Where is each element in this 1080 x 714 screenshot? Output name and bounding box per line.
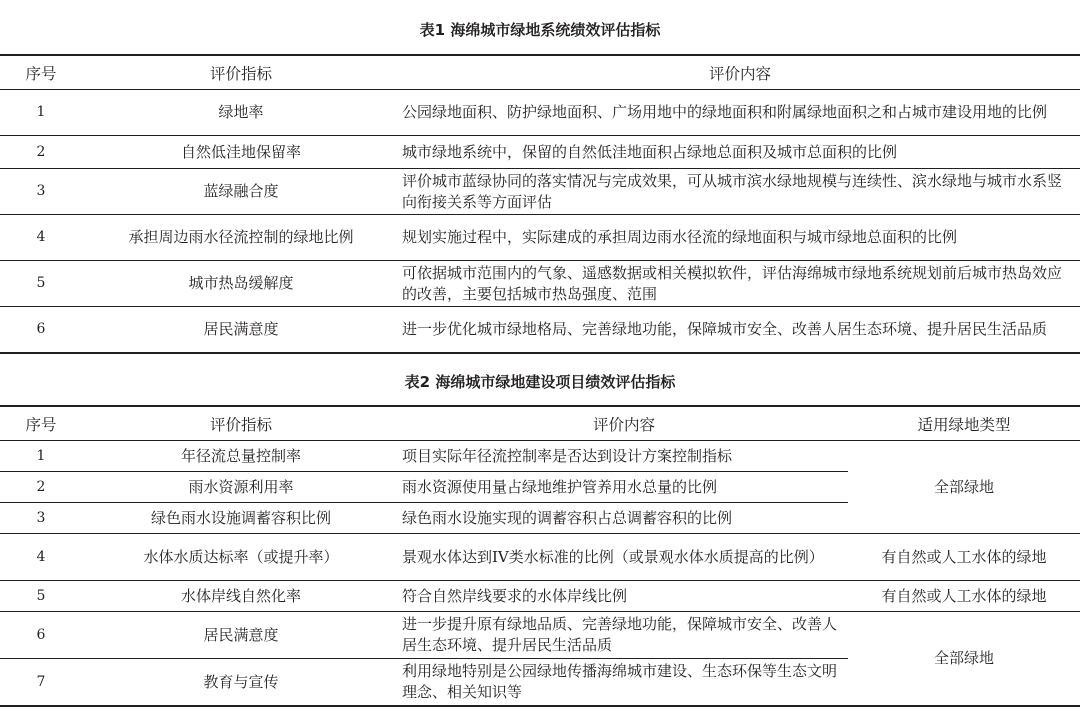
row-number: 4 — [0, 534, 82, 581]
table-row — [0, 534, 1080, 581]
table-row — [0, 215, 1080, 261]
row-number: 3 — [0, 169, 82, 215]
row-indicator: 教育与宣传 — [82, 659, 400, 707]
green-space-type-water-2: 有自然或人工水体的绿地 — [848, 581, 1080, 612]
row-content: 绿色雨水设施实现的调蓄容积占总调蓄容积的比例 — [400, 503, 848, 534]
table-row — [0, 581, 1080, 612]
row-content: 景观水体达到IV类水标准的比例（或景观水体水质提高的比例） — [400, 534, 848, 581]
row-number: 3 — [0, 503, 82, 534]
row-content: 符合自然岸线要求的水体岸线比例 — [400, 581, 848, 612]
table2-header-row — [0, 406, 1080, 441]
table1-header-indicator: 评价指标 — [82, 55, 400, 90]
row-content: 进一步提升原有绿地品质、完善绿地功能，保障城市安全、改善人居生态环境、提升居民生活品质 — [400, 612, 848, 659]
row-number: 4 — [0, 215, 82, 261]
row-indicator: 蓝绿融合度 — [82, 169, 400, 215]
row-content: 规划实施过程中，实际建成的承担周边雨水径流的绿地面积与城市绿地总面积的比例 — [400, 215, 1080, 261]
green-space-type-all-2: 全部绿地 — [848, 612, 1080, 707]
table2 — [0, 405, 1080, 707]
row-number: 2 — [0, 472, 82, 503]
row-number: 5 — [0, 261, 82, 307]
table1 — [0, 54, 1080, 354]
table-row — [0, 261, 1080, 307]
row-indicator: 承担周边雨水径流控制的绿地比例 — [82, 215, 400, 261]
table-row — [0, 90, 1080, 136]
table2-caption: 表2 海绵城市绿地建设项目绩效评估指标 — [404, 373, 676, 391]
row-indicator: 绿地率 — [82, 90, 400, 136]
row-content: 评价城市蓝绿协同的落实情况与完成效果，可从城市滨水绿地规模与连续性、滨水绿地与城市水系竖向衔接关系等方面评估 — [400, 169, 1080, 215]
row-content: 项目实际年径流控制率是否达到设计方案控制指标 — [400, 441, 848, 472]
row-number: 6 — [0, 612, 82, 659]
table-row — [0, 612, 1080, 659]
row-number: 1 — [0, 441, 82, 472]
row-indicator: 雨水资源利用率 — [82, 472, 400, 503]
table1-header-no: 序号 — [0, 55, 82, 90]
row-number: 5 — [0, 581, 82, 612]
table2-header-content: 评价内容 — [400, 406, 848, 441]
table2-header-indicator: 评价指标 — [82, 406, 400, 441]
table-row — [0, 307, 1080, 354]
table-row — [0, 169, 1080, 215]
row-content: 雨水资源使用量占绿地维护管养用水总量的比例 — [400, 472, 848, 503]
table-row — [0, 441, 1080, 472]
row-indicator: 居民满意度 — [82, 307, 400, 354]
row-content: 进一步优化城市绿地格局、完善绿地功能，保障城市安全、改善人居生态环境、提升居民生活品质 — [400, 307, 1080, 354]
row-indicator: 水体岸线自然化率 — [82, 581, 400, 612]
row-indicator: 自然低洼地保留率 — [82, 136, 400, 169]
table1-header-content: 评价内容 — [400, 55, 1080, 90]
row-content: 利用绿地特别是公园绿地传播海绵城市建设、生态环保等生态文明理念、相关知识等 — [400, 659, 848, 707]
table-row — [0, 136, 1080, 169]
row-content: 可依据城市范围内的气象、遥感数据或相关模拟软件，评估海绵城市绿地系统规划前后城市热岛效应的改善，主要包括城市热岛强度、范围 — [400, 261, 1080, 307]
table1-caption: 表1 海绵城市绿地系统绩效评估指标 — [419, 21, 661, 39]
row-indicator: 城市热岛缓解度 — [82, 261, 400, 307]
row-indicator: 年径流总量控制率 — [82, 441, 400, 472]
green-space-type-water-1: 有自然或人工水体的绿地 — [848, 534, 1080, 581]
row-content: 城市绿地系统中，保留的自然低洼地面积占绿地总面积及城市总面积的比例 — [400, 136, 1080, 169]
row-number: 1 — [0, 90, 82, 136]
table2-header-no: 序号 — [0, 406, 82, 441]
row-number: 7 — [0, 659, 82, 707]
table2-header-type: 适用绿地类型 — [848, 406, 1080, 441]
row-content: 公园绿地面积、防护绿地面积、广场用地中的绿地面积和附属绿地面积之和占城市建设用地的比例 — [400, 90, 1080, 136]
row-number: 6 — [0, 307, 82, 354]
table1-header-row — [0, 55, 1080, 90]
row-indicator: 绿色雨水设施调蓄容积比例 — [82, 503, 400, 534]
green-space-type-all-1: 全部绿地 — [848, 441, 1080, 534]
row-indicator: 居民满意度 — [82, 612, 400, 659]
row-number: 2 — [0, 136, 82, 169]
row-indicator: 水体水质达标率（或提升率） — [82, 534, 400, 581]
